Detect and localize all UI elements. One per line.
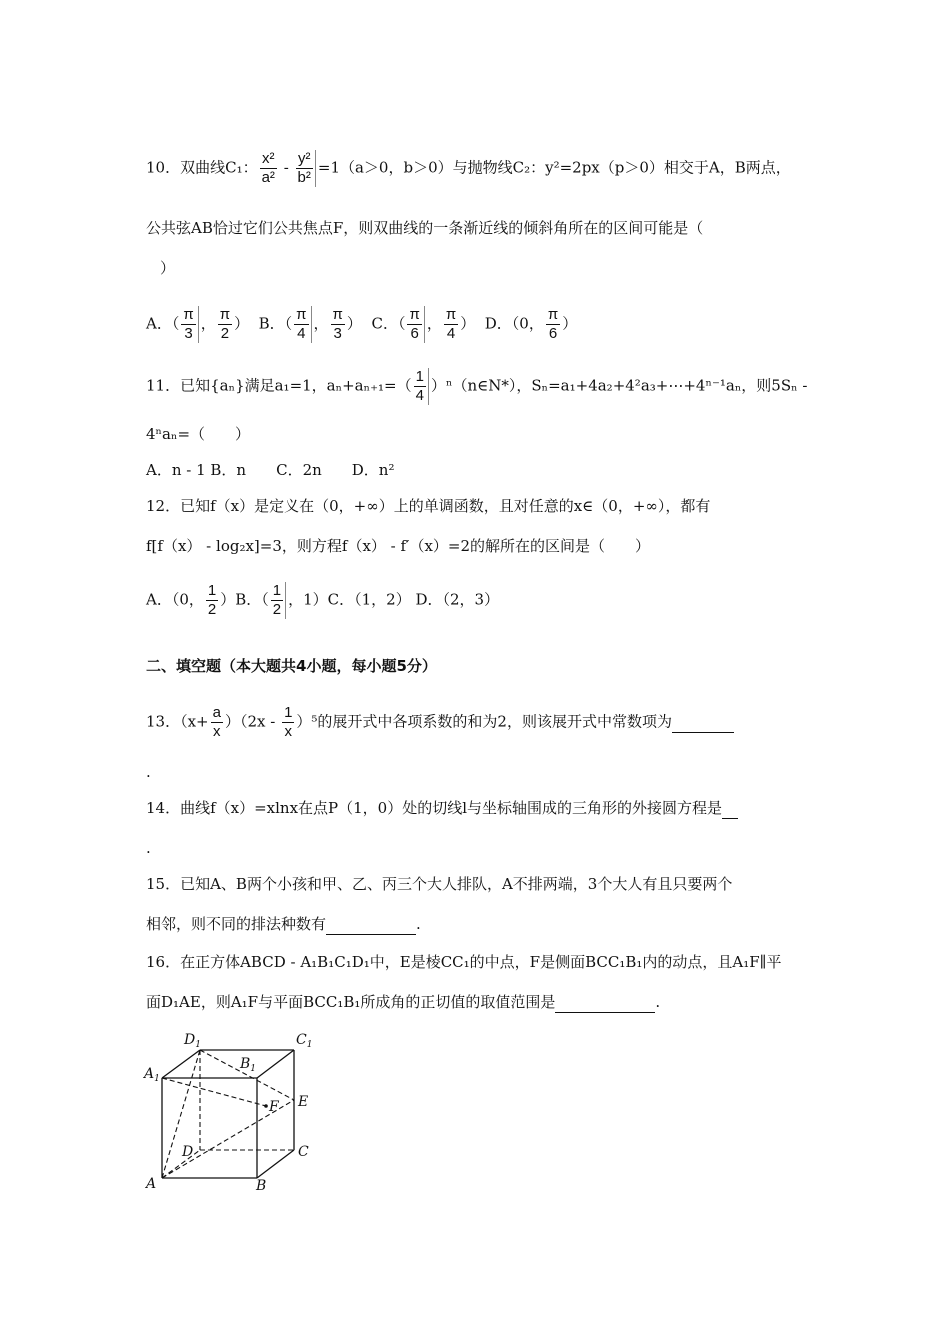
- q11-line1: 11．已知{aₙ}满足a₁=1，aₙ+aₙ₊₁=（ $\frac{1}{4}$ ）ⁿ（n∈N*），Sₙ=a₁+4a₂+4²a₃+⋯+4ⁿ⁻¹aₙ，则5Sₙ -: [146, 368, 808, 404]
- answer-blank-13[interactable]: [672, 712, 734, 733]
- q13-line1: 13．（x+ $\frac{a}{x}$ ）（2x - $\frac{1}{x}$ ）⁵的展开式中各项系数的和为2，则该展开式中常数项为: [146, 704, 734, 741]
- q12-options: A．（0， $\frac{1}{2}$ ）B．（ $\frac{1}{2}$ ，1）C．（1，2） D．（2，3）: [146, 582, 500, 618]
- label-B1: $B_1$: [240, 1056, 257, 1074]
- q13-line2: .: [146, 763, 151, 781]
- q12-line2: f[f（x） - log₂x]=3，则方程f（x） - f′（x）=2的解所在的区间是（ ）: [146, 537, 651, 555]
- q11-line2: 4ⁿaₙ=（ ）: [146, 425, 251, 443]
- q12-line1: 12．已知f（x）是定义在（0，+∞）上的单调函数，且对任意的x∈（0，+∞），都有: [146, 497, 711, 515]
- label-D1: $D_1$: [184, 1032, 201, 1050]
- frac-pi3: $\frac{\pi}{3}$: [181, 306, 198, 343]
- label-A: A: [146, 1176, 157, 1192]
- q10-line3: ）: [160, 259, 176, 277]
- frac-pi6b: $\frac{\pi}{6}$: [547, 306, 559, 342]
- q10-options: A．（ $\frac{\pi}{3}$ ， $\frac{\pi}{2}$ ） B．（ $\frac{\pi}{4}$ ， $\frac{\pi}{3}$ ） C．（ $\frac{\pi}{6}$ ， $\frac{\pi}{4}$ ） D．（0， $\frac{\pi}{6}$ ）: [146, 306, 578, 342]
- label-C: C: [298, 1144, 309, 1160]
- frac-pi6: $\frac{\pi}{6}$: [407, 306, 424, 343]
- q11-options: A．n - 1 B．n C．2n D．n²: [146, 461, 395, 479]
- q14-line1: 14．曲线f（x）=xlnx在点P（1，0）处的切线l与坐标轴围成的三角形的外接圆方程是: [146, 798, 738, 819]
- section-heading: 二、填空题（本大题共4小题，每小题5分）: [146, 657, 437, 675]
- label-B: B: [256, 1178, 267, 1194]
- frac-pi2: $\frac{\pi}{2}$: [219, 306, 231, 342]
- q15-line2: 相邻，则不同的排法种数有 .: [146, 915, 421, 933]
- frac-1-x: $\frac{1}{x}$: [284, 704, 293, 740]
- label-F: F: [269, 1099, 279, 1115]
- q10-frac-y2b2: $\frac{\text{y²}}{\text{b²}}$: [296, 150, 316, 187]
- q16-line2: 面D₁AE，则A₁F与平面BCC₁B₁所成角的正切值的取值范围是 .: [146, 993, 661, 1011]
- label-D: D: [182, 1144, 194, 1160]
- q10-line1: 10．双曲线C₁： $\frac{\text{x²}}{\text{a²}}$ - $\frac{\text{y²}}{\text{b²}}$ =1（a＞0，b＞0）与抛物线C₂：y²=2px（p＞0）相交于A，B两点，: [146, 150, 791, 186]
- q10-line2: 公共弦AB恰过它们公共焦点F，则双曲线的一条渐近线的倾斜角所在的区间可能是（: [146, 219, 704, 237]
- frac-1-2a: $\frac{1}{2}$: [207, 582, 217, 618]
- label-E: E: [298, 1094, 309, 1110]
- q10-prefix: 10．双曲线C₁：: [146, 158, 258, 177]
- answer-blank-16[interactable]: [555, 992, 655, 1013]
- frac-1-2b: $\frac{1}{2}$: [271, 582, 286, 619]
- frac-pi4b: $\frac{\pi}{4}$: [445, 306, 457, 342]
- answer-blank-15[interactable]: [326, 914, 416, 935]
- frac-1-4: $\frac{1}{4}$: [414, 368, 429, 405]
- q16-line1: 16．在正方体ABCD - A₁B₁C₁D₁中，E是棱CC₁的中点，F是侧面BCC₁B₁内的动点，且A₁F∥平: [146, 953, 782, 971]
- q14-line2: .: [146, 839, 151, 857]
- frac-pi3b: $\frac{\pi}{3}$: [332, 306, 343, 342]
- q15-line1: 15．已知A、B两个小孩和甲、乙、丙三个大人排队，A不排两端，3个大人有且只要两个: [146, 875, 733, 893]
- cube-figure: [142, 1030, 332, 1195]
- frac-pi4: $\frac{\pi}{4}$: [294, 306, 311, 343]
- q10-frac-x2a2: $\frac{\text{x²}}{\text{a²}}$: [261, 150, 275, 186]
- frac-a-x: $\frac{a}{x}$: [212, 704, 221, 740]
- label-C1: $C_1$: [296, 1032, 313, 1050]
- label-A1: $A_1$: [144, 1066, 160, 1084]
- q10-rest: =1（a＞0，b＞0）与抛物线C₂：y²=2px（p＞0）相交于A，B两点，: [317, 158, 791, 177]
- answer-blank-14[interactable]: [722, 798, 738, 819]
